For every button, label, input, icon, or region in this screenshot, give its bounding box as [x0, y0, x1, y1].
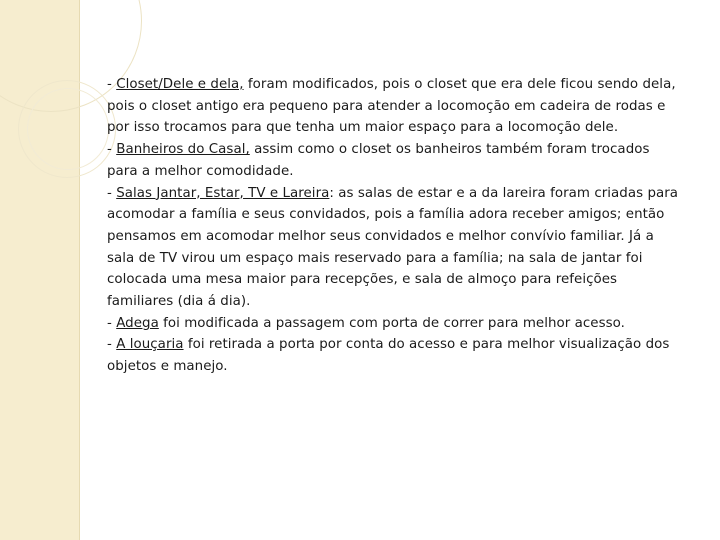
- term-salas: Salas Jantar, Estar, TV e Lareira: [116, 185, 330, 201]
- bullet-dash: -: [107, 77, 117, 92]
- term-loucaria: A louçaria: [116, 337, 184, 353]
- term-closet: Closet/Dele e dela,: [116, 77, 244, 92]
- paragraph-adega: [107, 313, 682, 335]
- paragraph-text: : as salas de estar e a da lareira foram criadas para acomodar a família e seus convidados, pois a família adora receber amigos; então pensamos em acomodar melhor seus convidados e melhor convívio familiar. Já a sala de TV virou um espaço mais reservado para a família; na sala de jantar foi colocada uma mesa maior para recepções, e sala de almoço para refeições familiares (dia á dia).: [107, 185, 679, 310]
- decorative-side-panel: [0, 0, 80, 540]
- bullet-dash: -: [107, 142, 117, 158]
- bullet-dash: -: [107, 185, 117, 201]
- term-banheiros: Banheiros do Casal,: [116, 142, 250, 158]
- bullet-dash: -: [107, 337, 117, 353]
- paragraph-banheiros: [107, 139, 682, 182]
- paragraph-text: assim como o closet os banheiros também foram trocados para a melhor comodidade.: [107, 142, 650, 179]
- paragraph-text: foram modificados, pois o closet que era dele ficou sendo dela, pois o closet antigo era pequeno para atender a locomoção em cadeira de rodas e por isso trocamos para que tenha um maior espaço para a locomoção dele.: [107, 77, 676, 136]
- bullet-dash: -: [107, 315, 117, 331]
- paragraph-loucaria: [107, 334, 682, 377]
- decorative-ring: [27, 88, 109, 170]
- paragraph-closet: [107, 74, 682, 139]
- paragraph-text: foi modificada a passagem com porta de correr para melhor acesso.: [158, 315, 625, 331]
- term-adega: Adega: [116, 315, 159, 331]
- paragraph-text: foi retirada a porta por conta do acesso e para melhor visualização dos objetos e manejo.: [107, 337, 670, 375]
- paragraph-salas: [107, 183, 682, 313]
- slide-body-text: [107, 74, 682, 378]
